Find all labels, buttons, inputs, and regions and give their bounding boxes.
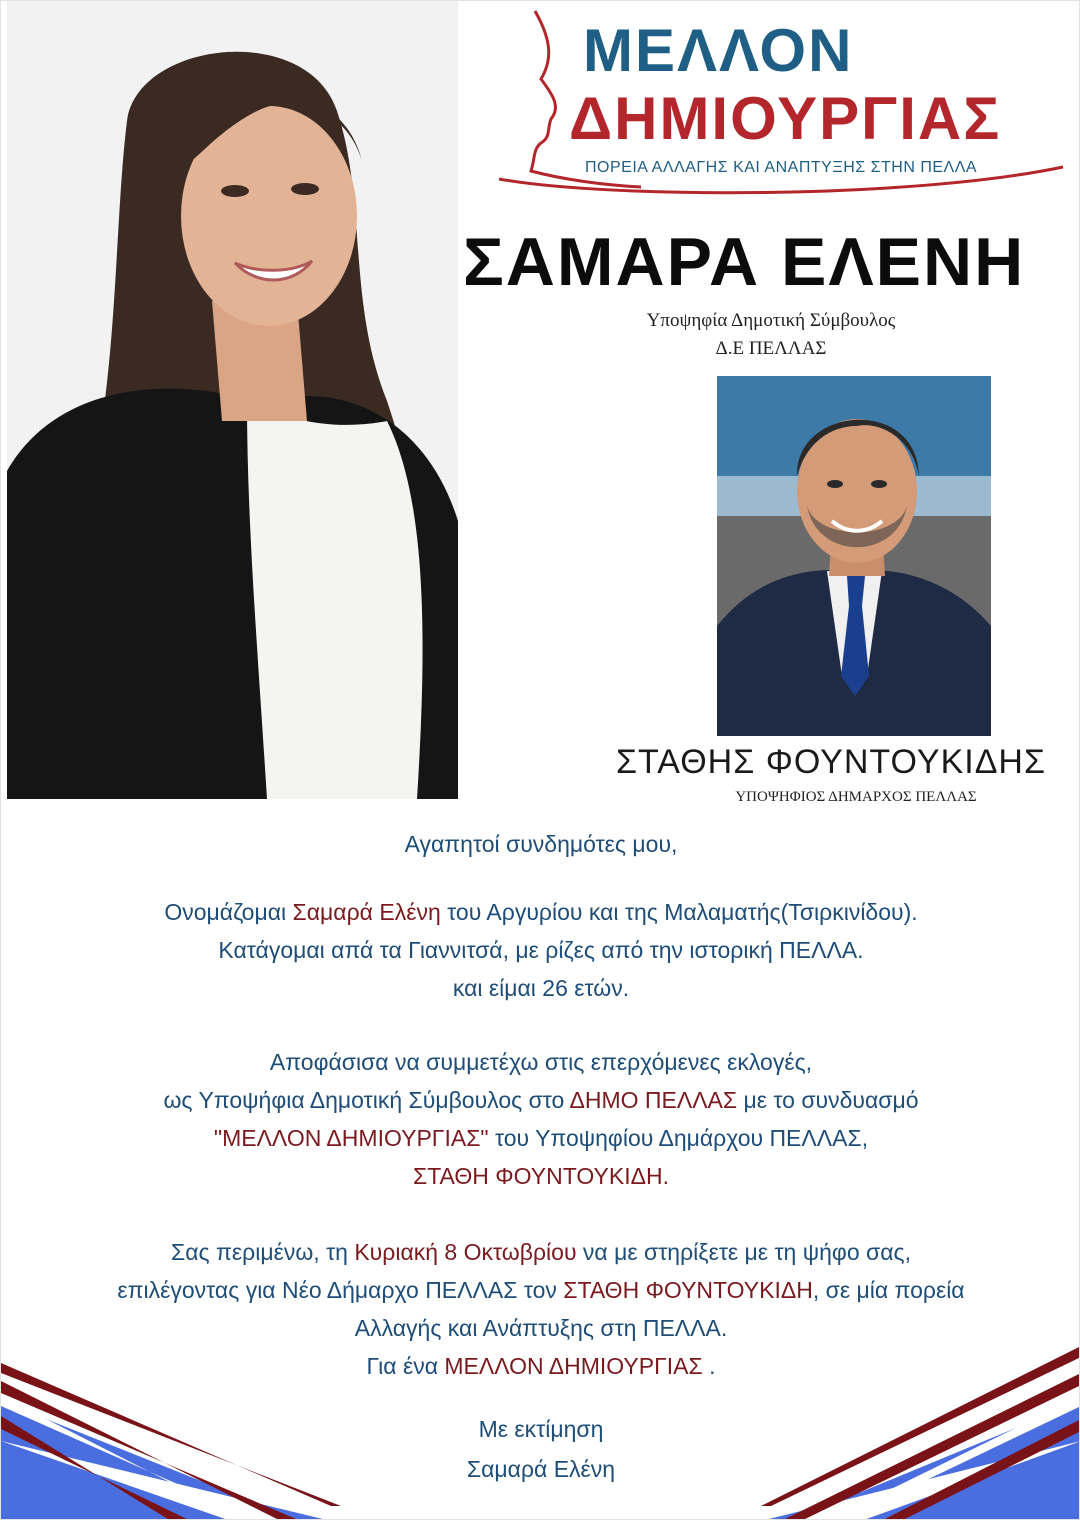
candidate-role-line1: Υποψηφία Δημοτική Σύμβουλος: [646, 310, 896, 331]
letter-p3-line2: [1, 1271, 1080, 1309]
candidate-name: ΣΑΜΑΡΑ ΕΛΕΝΗ: [463, 224, 1026, 300]
letter-text: να με στηρίξετε με τη ψήφο σας,: [576, 1239, 911, 1265]
party-logo: [491, 9, 1071, 199]
letter-text: με το συνδυασμό: [737, 1087, 919, 1113]
logo-tagline: ΠΟΡΕΙΑ ΑΛΛΑΓΗΣ ΚΑΙ ΑΝΑΠΤΥΞΗΣ ΣΤΗΝ ΠΕΛΛΑ: [585, 159, 978, 176]
letter-p2-line1: Αποφάσισα να συμμετέχω στις επερχόμενες εκλογές,: [269, 1049, 813, 1075]
letter-p1-line3: και είμαι 26 ετών.: [452, 975, 630, 1001]
letter-p2-line4: ΣΤΑΘΗ ΦΟΥΝΤΟΥΚΙΔΗ.: [413, 1163, 669, 1189]
letter-p3-line3: Αλλαγής και Ανάπτυξης στη ΠΕΛΛΑ.: [354, 1315, 728, 1341]
mayor-portrait: [717, 376, 991, 736]
letter-p2-line2: [1, 1081, 1080, 1119]
candidate-role-line2: Δ.Ε ΠΕΛΛΑΣ: [715, 338, 827, 359]
letter-paragraph-3: [1, 1233, 1080, 1385]
letter-p2-line3: [1, 1119, 1080, 1157]
logo-title-line2: ΔΗΜΙΟΥΡΓΙΑΣ: [569, 85, 1002, 152]
letter-p1-line2: Κατάγομαι απά τα Γιαννιτσά, με ρίζες από την ιστορική ΠΕΛΛΑ.: [218, 937, 864, 963]
letter-signature: Σαμαρά Ελένη: [466, 1456, 616, 1482]
letter-signoff: [1, 1409, 1080, 1489]
letter-text: Ονομάζομαι: [164, 899, 293, 925]
letter-paragraph-1: [1, 893, 1080, 1007]
letter-paragraph-2: [1, 1043, 1080, 1195]
highlight-election-date: Κυριακή 8 Οκτωβρίου: [354, 1239, 577, 1265]
letter-greeting: Αγαπητοί συνδημότες μου,: [404, 831, 678, 857]
letter-text: , σε μία πορεία: [812, 1277, 965, 1303]
mayor-photo-illustration: [717, 376, 991, 736]
letter-p1-line1: [1, 893, 1080, 931]
candidate-portrait: [7, 1, 458, 799]
letter-text: του Αργυρίου και της Μαλαματής(Τσιρκινίδου).: [440, 899, 918, 925]
mayor-role: ΥΠΟΨΗΦΙΟΣ ΔΗΜΑΡΧΟΣ ΠΕΛΛΑΣ: [735, 789, 977, 805]
letter-closing: Με εκτίμηση: [478, 1416, 604, 1442]
letter-p3-line4: [1, 1347, 1080, 1385]
highlight-candidate-name: Σαμαρά Ελένη: [292, 899, 441, 925]
letter-text: του Υποψηφίου Δημάρχου ΠΕΛΛΑΣ,: [488, 1125, 869, 1151]
highlight-party-name: ΜΕΛΛΟΝ ΔΗΜΙΟΥΡΓΙΑΣ: [444, 1353, 703, 1379]
mayor-name: ΣΤΑΘΗΣ ΦΟΥΝΤΟΥΚΙΔΗΣ: [616, 743, 1046, 781]
letter-text: επιλέγοντας για Νέο Δήμαρχο ΠΕΛΛΑΣ τον: [117, 1277, 564, 1303]
letter-text: Για ένα: [366, 1353, 445, 1379]
candidate-photo-illustration: [7, 1, 458, 799]
logo-title-line1: ΜΕΛΛΟΝ: [583, 17, 854, 84]
letter-text: ως Υποψήφια Δημοτική Σύμβουλος στο: [163, 1087, 570, 1113]
highlight-municipality: ΔΗΜΟ ΠΕΛΛΑΣ: [569, 1087, 738, 1113]
candidate-role: [541, 307, 1001, 363]
letter-text: .: [702, 1353, 716, 1379]
highlight-mayor-name: ΣΤΑΘΗ ΦΟΥΝΤΟΥΚΙΔΗ: [563, 1277, 813, 1303]
letter-text: Σας περιμένω, τη: [171, 1239, 355, 1265]
highlight-party-name: "ΜΕΛΛΟΝ ΔΗΜΙΟΥΡΓΙΑΣ": [213, 1125, 489, 1151]
letter-p3-line1: [1, 1233, 1080, 1271]
